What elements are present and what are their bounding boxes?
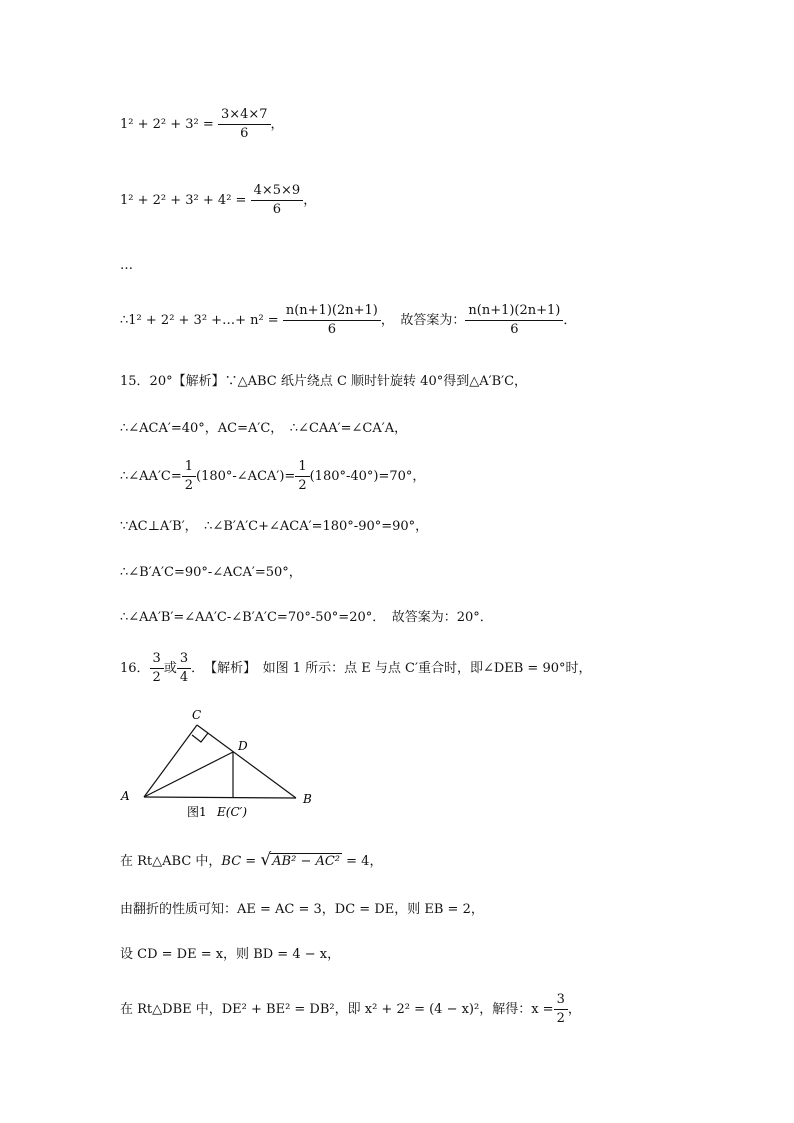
therefore-symbol: ∴	[120, 313, 129, 328]
fraction-denominator: 2	[556, 1011, 565, 1026]
q16-line-2: 由翻折的性质可知：AE = AC = 3，DC = DE，则 EB = 2，	[120, 902, 484, 917]
half-fraction	[182, 460, 196, 493]
q16-heading	[120, 652, 592, 685]
fraction-numerator: n(n+1)(2n+1)	[465, 304, 563, 321]
q15-line-1: ∴∠ACA′=40°，AC=A′C， ∴∠CAA′=∠CA′A，	[120, 421, 408, 436]
q16-line-1-prefix: 在 Rt△ABC 中，	[120, 854, 222, 869]
q16-line-1	[120, 852, 382, 870]
right-angle-mark	[192, 733, 208, 742]
sqrt-icon: √	[260, 850, 272, 870]
segment-ad	[144, 752, 233, 797]
answer-fraction	[465, 304, 563, 337]
fraction-numerator: 1	[182, 460, 196, 477]
q15-line-2-prefix: ∴∠AA′C=	[120, 469, 182, 484]
fraction-denominator: 6	[510, 322, 519, 337]
fraction-denominator: 6	[240, 126, 249, 141]
q15-line-2	[120, 460, 425, 493]
solution-fraction	[554, 993, 568, 1026]
fraction-numerator: n(n+1)(2n+1)	[283, 304, 381, 321]
punctuation: ，	[270, 117, 284, 132]
punctuation: ，	[303, 193, 317, 208]
fraction-numerator: 4×5×9	[251, 184, 304, 201]
label-b: B	[303, 792, 312, 806]
fraction-denominator: 2	[298, 478, 307, 493]
label-d: D	[238, 739, 248, 753]
answer-fraction-2	[177, 652, 191, 685]
fraction	[283, 304, 381, 337]
ellipsis: …	[120, 258, 133, 273]
figure-caption: 图1	[187, 805, 207, 819]
or-word: 或	[163, 661, 177, 676]
half-fraction	[295, 460, 309, 493]
equation-lhs: 1² + 2² + 3² +…+ n² =	[128, 313, 279, 328]
fraction-denominator: 6	[272, 202, 282, 217]
label-c: C	[192, 708, 202, 722]
q15-heading: 15．20°【解析】∵△ABC 纸片绕点 C 顺时针旋转 40°得到△A′B′C，	[120, 374, 528, 389]
q15-line-5: ∴∠AA′B′=∠AA′C-∠B′A′C=70°-50°=20°． 故答案为：20°．	[120, 610, 493, 625]
q15-line-3: ∵AC⊥A′B′， ∴∠B′A′C+∠ACA′=180°-90°=90°，	[120, 519, 429, 534]
equation-general	[120, 304, 576, 337]
fraction-denominator: 6	[327, 322, 336, 337]
q16-line-3: 设 CD = DE = x，则 BD = 4 − x，	[120, 947, 341, 962]
q16-line-4	[120, 993, 581, 1026]
fraction-numerator: 3	[150, 652, 164, 669]
equation-lhs: 1² + 2² + 3² + 4² =	[120, 193, 247, 208]
answer-fraction-1	[150, 652, 164, 685]
answer-label: ， 故答案为：	[380, 313, 466, 328]
q16-line-1-suffix: = 4，	[342, 854, 383, 869]
fraction-numerator: 1	[295, 460, 309, 477]
q16-heading-text: ． 【解析】 如图 1 所示：点 E 与点 C′重合时，即∠DEB = 90°时，	[191, 661, 592, 676]
punctuation: ，	[567, 1002, 581, 1017]
triangle-figure	[115, 700, 325, 825]
question-number: 16．	[120, 661, 150, 676]
q16-line-4-text: 在 Rt△DBE 中，DE² + BE² = DB²，即 x² + 2² = (4 − x)²，解得：x =	[120, 1002, 554, 1017]
q15-line-2-suffix: (180°-40°)=70°，	[309, 469, 426, 484]
label-a: A	[121, 789, 130, 803]
side-ac	[144, 725, 197, 797]
radicand-text: AB² − AC²	[272, 854, 341, 869]
fraction-denominator: 2	[152, 670, 161, 685]
fraction	[251, 184, 304, 217]
equation-sum-4	[120, 184, 316, 217]
q15-line-2-middle: (180°-∠ACA′)=	[196, 469, 296, 484]
fraction	[218, 108, 271, 141]
punctuation: ．	[563, 313, 577, 328]
equation-lhs: 1² + 2² + 3² =	[120, 117, 214, 132]
fraction-numerator: 3	[177, 652, 191, 669]
equation-sum-3	[120, 108, 284, 141]
fraction-denominator: 4	[179, 670, 189, 685]
sqrt-radicand	[270, 853, 342, 870]
fraction-numerator: 3×4×7	[218, 108, 271, 125]
fraction-denominator: 2	[184, 478, 194, 493]
q15-line-4: ∴∠B′A′C=90°-∠ACA′=50°，	[120, 565, 302, 580]
side-cb	[197, 725, 296, 798]
fraction-numerator: 3	[554, 993, 568, 1010]
side-ab	[144, 797, 296, 798]
formula-bc: BC =	[221, 854, 261, 869]
label-e: E(C′)	[217, 805, 248, 819]
